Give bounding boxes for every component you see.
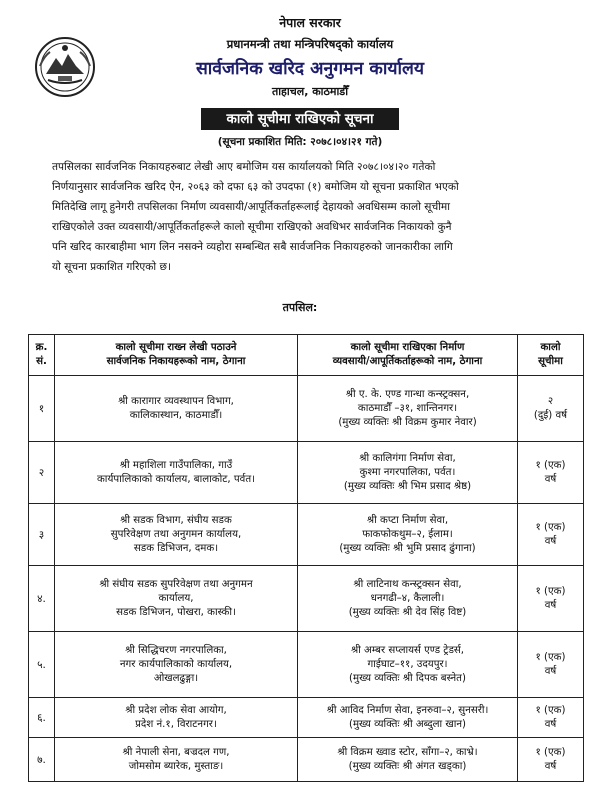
- office-address: ताहाचल, काठमाडौँ: [271, 85, 349, 98]
- row-period: १ (एक) वर्ष: [518, 698, 584, 738]
- government-name: नेपाल सरकार: [279, 15, 341, 30]
- header-agency: कालो सूचीमा राख्न लेखी पठाउने सार्वजनिक निकायहरूको नाम, ठेगाना: [55, 335, 298, 376]
- notice-paragraph: [52, 157, 584, 277]
- row-agency: श्री महाशिला गाउँपालिका, गाउँ कार्यपालिकाको कार्यालय, बालाकोट, पर्वत।: [55, 442, 298, 504]
- blacklist-table: [28, 334, 584, 782]
- row-period: १ (एक) वर्ष: [518, 566, 584, 632]
- row-agency: श्री कारागार व्यवस्थापन विभाग, कालिकास्थान, काठमाडौँ।: [55, 376, 298, 442]
- row-sn: ६.: [29, 698, 55, 738]
- row-firm: श्री अम्बर सप्लायर्स एण्ड ट्रेडर्स, गाईघाट–११, उदयपुर। (मुख्य व्यक्तिः श्री दिपक बस्नेत): [298, 632, 518, 698]
- row-sn: ५.: [29, 632, 55, 698]
- row-sn: ३: [29, 504, 55, 566]
- table-row: [29, 442, 584, 504]
- table-row: [29, 504, 584, 566]
- header-firm: कालो सूचीमा राखिएका निर्माण व्यवसायी/आपूर्तिकर्ताहरूको नाम, ठेगाना: [298, 335, 518, 376]
- office-name: सार्वजनिक खरिद अनुगमन कार्यालय: [195, 59, 425, 79]
- table-row: [29, 698, 584, 738]
- table-row: [29, 632, 584, 698]
- row-firm: श्री आविद निर्माण सेवा, इनरुवा–२, सुनसरी। (मुख्य व्यक्तिः श्री अब्दुला खान): [298, 698, 518, 738]
- row-agency: श्री सिद्धिचरण नगरपालिका, नगर कार्यपालिकाको कार्यालय, ओखलढुङ्गा।: [55, 632, 298, 698]
- row-agency: श्री सडक विभाग, संघीय सडक सुपरिवेक्षण तथा अनुगमन कार्यालय, सडक डिभिजन, दमक।: [55, 504, 298, 566]
- row-sn: ७.: [29, 738, 55, 782]
- paragraph-line: तपसिलका सार्वजनिक निकायहरुबाट लेखी आए बमोजिम यस कार्यालयको मिति २०७८।०४।२० गतेको: [52, 161, 436, 173]
- paragraph-line: मितिदेखि लागू हुनेगरी तपसिलका निर्माण व्यवसायी/आपूर्तिकर्ताहरूलाई देहायको अवधिसम्म कालो सूचीमा: [52, 201, 451, 213]
- paragraph-line: राखिएकोले उक्त व्यवसायी/आपूर्तिकर्ताहरूले कालो सूचीमा राखिएको अवधिभर सार्वजनिक निकायको कुनै: [52, 221, 452, 233]
- header-period: कालो सूचीमा: [518, 335, 584, 376]
- row-period: १ (एक) वर्ष: [518, 738, 584, 782]
- paragraph-line: यो सूचना प्रकाशित गरिएको छ।: [52, 261, 171, 273]
- row-sn: ४.: [29, 566, 55, 632]
- row-period: २ (दुई) वर्ष: [518, 376, 584, 442]
- row-firm: श्री कप्टा निर्माण सेवा, फाकफोकथुम–२, ईलाम। (मुख्य व्यक्तिः श्री भुमि प्रसाद ढुंगाना): [298, 504, 518, 566]
- tapsil-label: तपसिल:: [282, 301, 318, 314]
- row-firm: श्री लाटिनाथ कन्स्ट्रक्सन सेवा, धनगढी–४, कैलाली। (मुख्य व्यक्तिः श्री देव सिंह विष्ट): [298, 566, 518, 632]
- published-date: (सूचना प्रकाशित मिति: २०७८।०४।२१ गते): [217, 136, 383, 148]
- parent-office: प्रधानमन्त्री तथा मन्त्रिपरिषद्‌को कार्यालय: [226, 37, 394, 51]
- table-header-row: [29, 335, 584, 376]
- row-firm: श्री कालिगंगा निर्माण सेवा, कुश्मा नगरपालिका, पर्वत। (मुख्य व्यक्तिः श्री भिम प्रसाद श्रेष्ठ): [298, 442, 518, 504]
- paragraph-line: निर्णयानुसार सार्वजनिक खरिद ऐन, २०६३ को दफा ६३ को उपदफा (१) बमोजिम यो सूचना प्रकाशित भएको: [52, 181, 459, 193]
- table-row: [29, 566, 584, 632]
- row-firm: श्री विक्रम ख्वाड स्टोर, साँगा–२, काभ्रे। (मुख्य व्यक्तिः श्री अंगत खड्का): [298, 738, 518, 782]
- header-sn: क्र. सं.: [29, 335, 55, 376]
- row-agency: श्री नेपाली सेना, बज्रदल गण, जोमसोम ब्यारेक, मुस्ताङ।: [55, 738, 298, 782]
- notice-title: कालो सूचीमा राखिएको सूचना: [201, 108, 399, 130]
- table-row: [29, 738, 584, 782]
- row-firm: श्री ए. के. एण्ड गान्धा कन्स्ट्रक्सन, काठमाडौँ –३१, शान्तिनगर। (मुख्य व्यक्तिः श्री विक्रम कुमार नेवार): [298, 376, 518, 442]
- row-sn: १: [29, 376, 55, 442]
- row-agency: श्री प्रदेश लोक सेवा आयोग, प्रदेश नं.१, विराटनगर।: [55, 698, 298, 738]
- row-period: १ (एक) वर्ष: [518, 632, 584, 698]
- paragraph-line: पनि खरिद कारबाहीमा भाग लिन नसक्ने व्यहोरा सम्बन्धित सबै सार्वजनिक निकायहरुको जानकारीका लागि: [52, 241, 453, 253]
- row-agency: श्री संघीय सडक सुपरिवेक्षण तथा अनुगमन कार्यालय, सडक डिभिजन, पोखरा, कास्की।: [55, 566, 298, 632]
- row-period: १ (एक) वर्ष: [518, 442, 584, 504]
- row-sn: २: [29, 442, 55, 504]
- row-period: १ (एक) वर्ष: [518, 504, 584, 566]
- table-row: [29, 376, 584, 442]
